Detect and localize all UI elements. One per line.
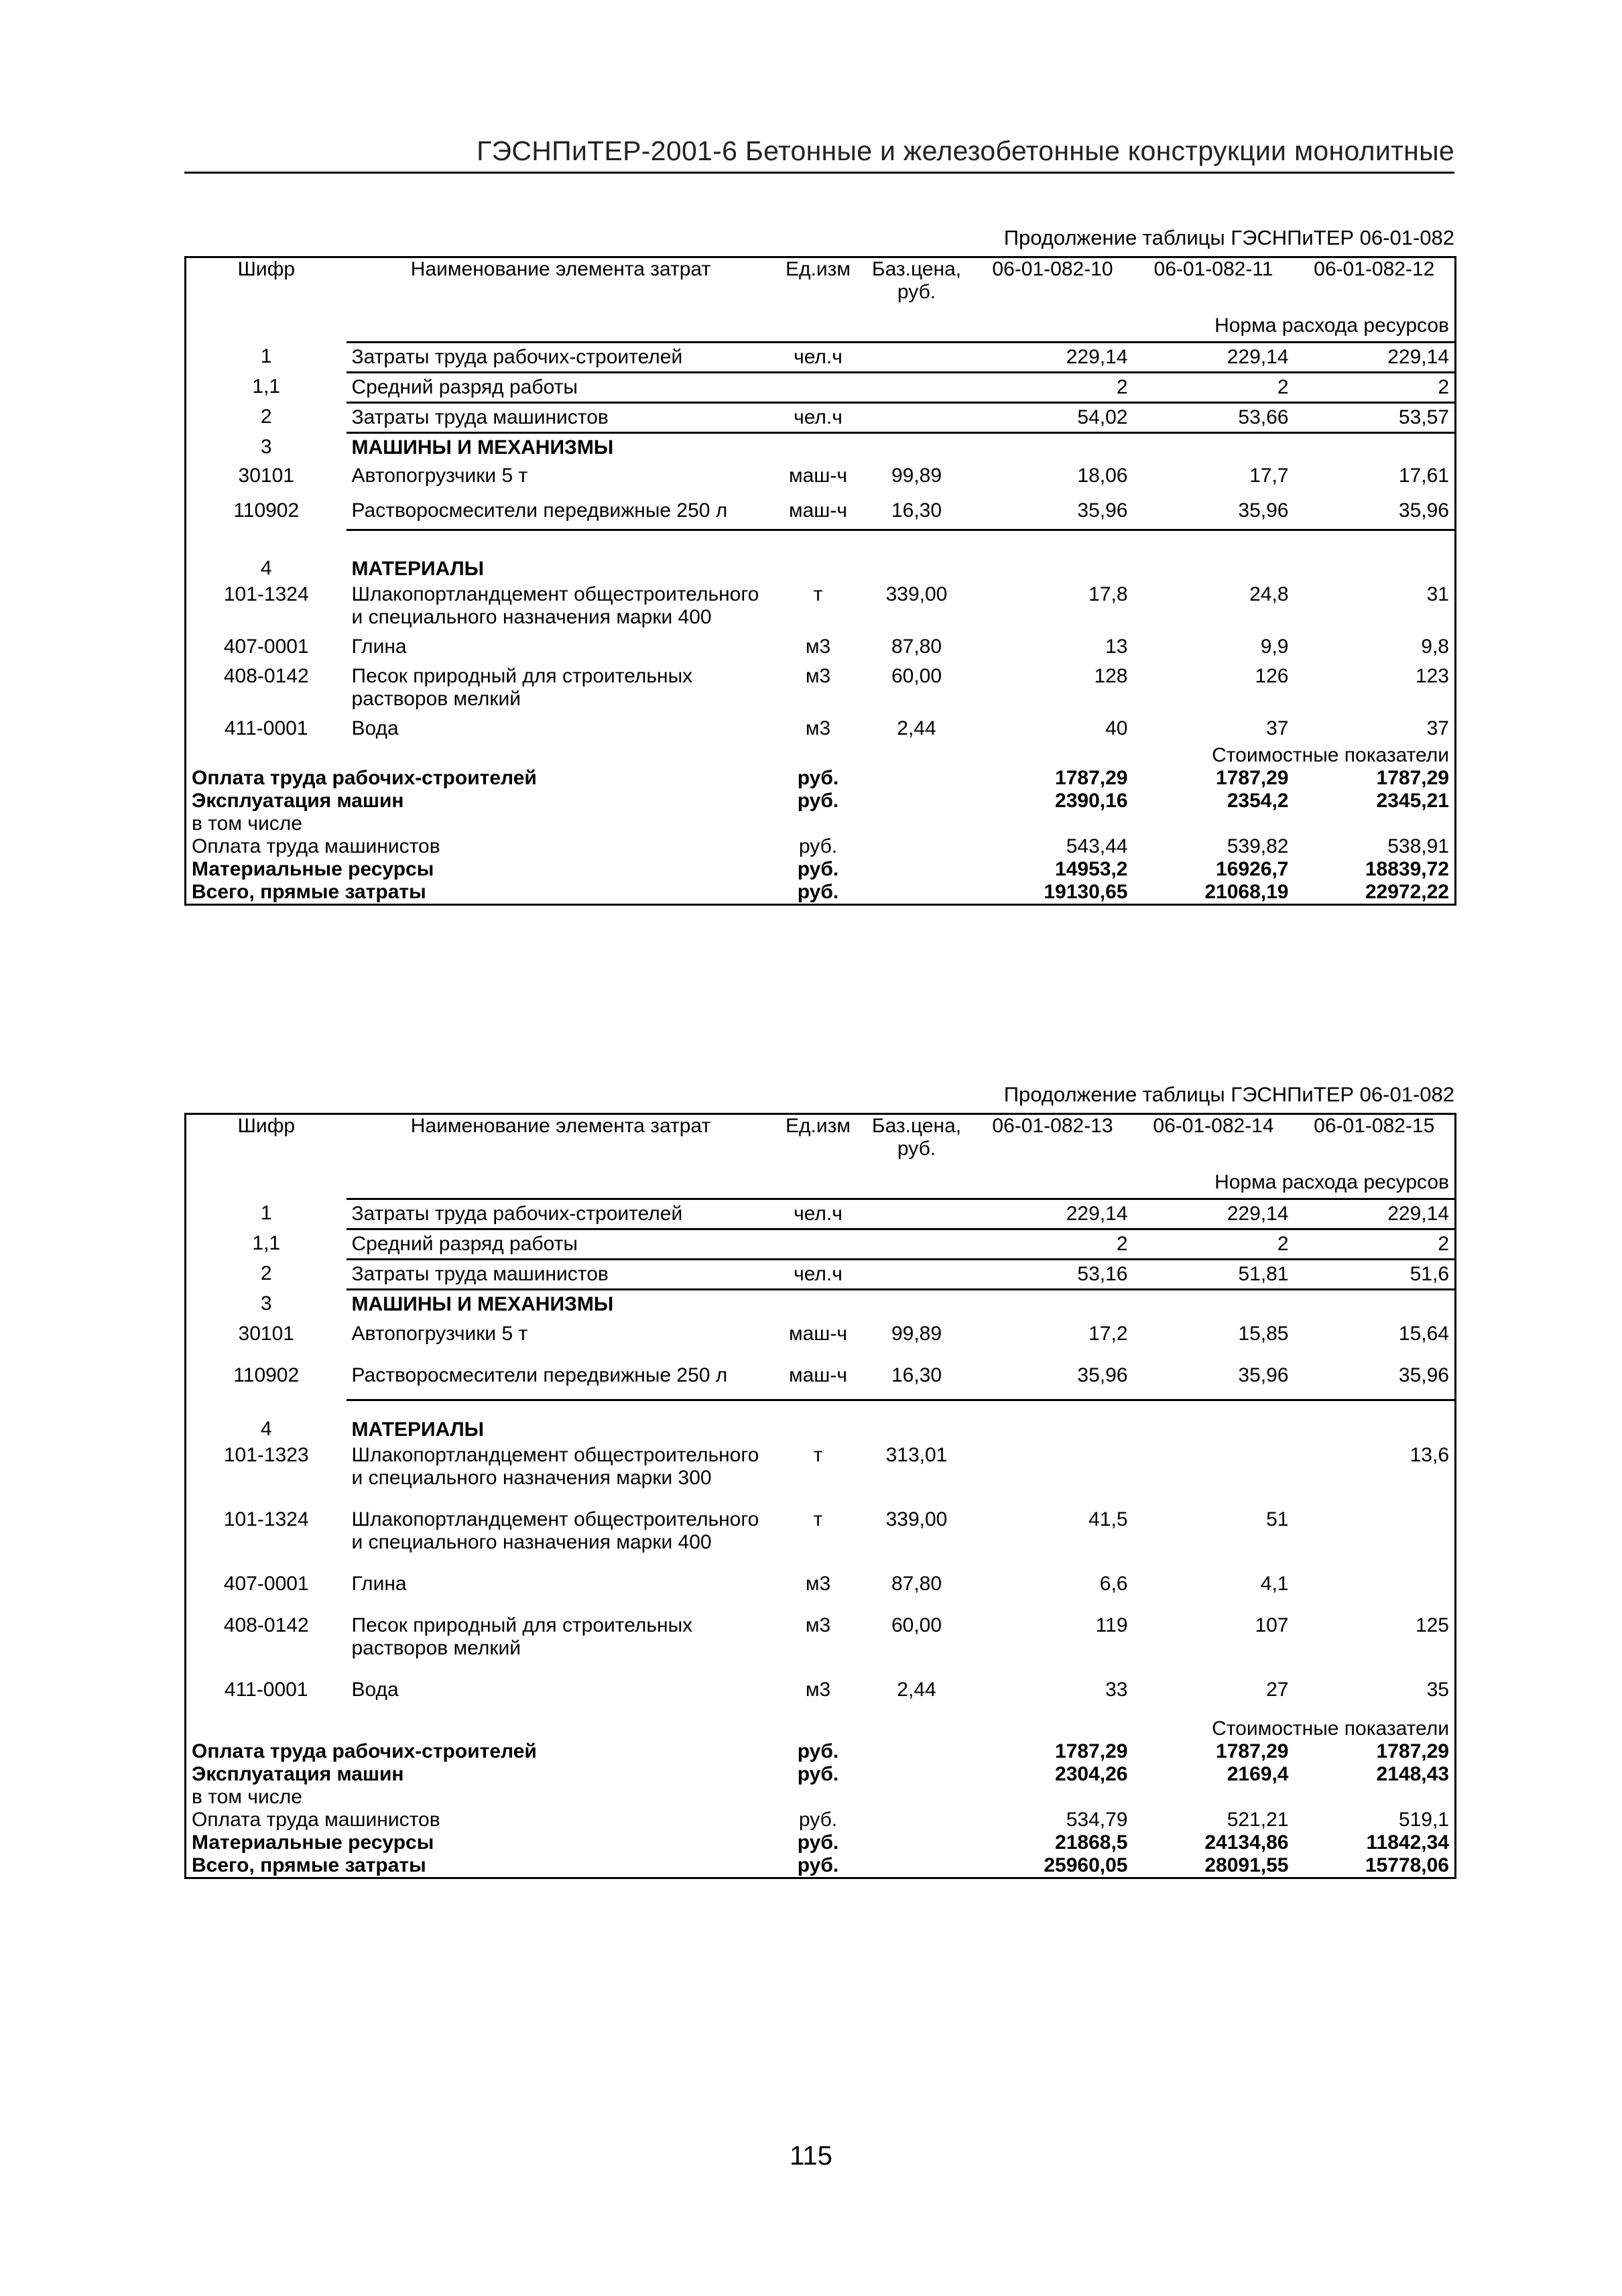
page-number: 115 bbox=[790, 2141, 832, 2171]
table-caption: Продолжение таблицы ГЭСНПиТЕР 06-01-082 bbox=[1003, 226, 1454, 249]
resource-price bbox=[861, 343, 973, 373]
cost-value: 24134,86 bbox=[1204, 1831, 1289, 1854]
resource-value bbox=[973, 433, 1133, 460]
resource-name: Затраты труда машинистов bbox=[347, 403, 775, 433]
resource-value: 17,8 bbox=[1088, 583, 1128, 605]
resource-price: 16,30 bbox=[891, 1364, 942, 1386]
resource-value bbox=[1133, 433, 1294, 460]
resource-value: 125 bbox=[1415, 1614, 1449, 1636]
resource-value: 18,06 bbox=[1077, 465, 1128, 487]
cost-name: в том числе bbox=[192, 812, 302, 835]
resource-price: 60,00 bbox=[891, 1614, 942, 1636]
resource-name: МАТЕРИАЛЫ bbox=[347, 1400, 775, 1442]
resource-code: 30101 bbox=[238, 465, 294, 487]
cost-unit: руб. bbox=[797, 790, 839, 812]
header-column-code: 06-01-082-15 bbox=[1314, 1115, 1435, 1137]
resource-name: МАШИНЫ И МЕХАНИЗМЫ bbox=[347, 1290, 775, 1317]
resource-value: 35,96 bbox=[1398, 1364, 1449, 1386]
cost-row bbox=[186, 1809, 1456, 1831]
cost-value: 521,21 bbox=[1227, 1809, 1289, 1831]
resource-name: Средний разряд работы bbox=[347, 373, 775, 403]
header-price: Баз.цена, руб. bbox=[871, 258, 962, 303]
cost-value: 1787,29 bbox=[1376, 767, 1449, 789]
cost-unit: руб. bbox=[797, 767, 839, 789]
resource-price: 339,00 bbox=[885, 1508, 948, 1530]
cost-value: 1787,29 bbox=[1216, 767, 1289, 789]
resource-value: 53,57 bbox=[1294, 403, 1456, 433]
resource-price: 339,00 bbox=[885, 583, 948, 605]
cost-value: 25960,05 bbox=[1044, 1854, 1128, 1876]
cost-value: 539,82 bbox=[1227, 835, 1289, 857]
cost-value bbox=[1133, 812, 1294, 835]
material-row bbox=[186, 1570, 1456, 1612]
cost-value: 19130,65 bbox=[1044, 881, 1128, 903]
resource-unit: маш-ч bbox=[789, 1364, 847, 1386]
resource-value: 37 bbox=[1266, 717, 1289, 739]
section-row bbox=[186, 530, 1456, 581]
resource-value: 128 bbox=[1094, 665, 1128, 687]
cost-value bbox=[973, 1786, 1133, 1809]
resource-unit: т bbox=[813, 583, 823, 605]
machine-row bbox=[186, 494, 1456, 530]
cost-label-row bbox=[186, 744, 1456, 767]
section-row bbox=[186, 1290, 1456, 1317]
cost-value bbox=[1294, 1786, 1456, 1809]
resource-price bbox=[861, 1260, 973, 1290]
resource-value: 35,96 bbox=[1238, 499, 1289, 522]
header-column-code: 06-01-082-11 bbox=[1153, 258, 1273, 280]
cost-value: 519,1 bbox=[1398, 1809, 1449, 1831]
cost-value bbox=[973, 812, 1133, 835]
resource-unit: чел.ч bbox=[775, 343, 861, 373]
resource-code: 101-1324 bbox=[223, 583, 309, 605]
norm-label-row bbox=[186, 314, 1456, 343]
norm-label: Норма расхода ресурсов bbox=[1214, 314, 1449, 337]
cost-value: 16926,7 bbox=[1216, 858, 1289, 880]
resource-value: 51,6 bbox=[1294, 1260, 1456, 1290]
resource-code: 1 bbox=[260, 345, 272, 367]
header-code: Шифр bbox=[237, 258, 296, 280]
resource-value: 35,96 bbox=[1077, 1364, 1128, 1386]
cost-label: Стоимостные показатели bbox=[1212, 1717, 1449, 1740]
resource-value bbox=[1294, 1290, 1456, 1317]
resource-code: 3 bbox=[260, 435, 272, 458]
resource-code: 407-0001 bbox=[223, 636, 309, 658]
header-row bbox=[186, 1114, 1456, 1172]
cost-value: 22972,22 bbox=[1365, 881, 1449, 903]
header-column-code: 06-01-082-13 bbox=[992, 1115, 1113, 1137]
cost-value bbox=[1294, 812, 1456, 835]
resource-unit: чел.ч bbox=[775, 1260, 861, 1290]
header-row bbox=[186, 257, 1456, 315]
cost-value: 21868,5 bbox=[1055, 1831, 1128, 1854]
cost-value: 21068,19 bbox=[1204, 881, 1289, 903]
resource-price: 2,44 bbox=[897, 1679, 936, 1701]
resource-code: 30101 bbox=[238, 1323, 294, 1345]
cost-value: 28091,55 bbox=[1204, 1854, 1289, 1876]
resource-value bbox=[1133, 530, 1294, 581]
resource-name: Автопогрузчики 5 т bbox=[351, 1323, 528, 1345]
resource-value: 229,14 bbox=[1294, 343, 1456, 373]
cost-value: 2354,2 bbox=[1227, 790, 1289, 812]
resource-value bbox=[973, 1441, 1133, 1506]
resource-value: 229,14 bbox=[1294, 1199, 1456, 1229]
cost-name: Оплата труда рабочих-строителей bbox=[192, 1740, 537, 1762]
cost-unit: руб. bbox=[797, 881, 839, 903]
cost-value: 543,44 bbox=[1066, 835, 1128, 857]
cost-row bbox=[186, 1786, 1456, 1809]
machine-row bbox=[186, 1357, 1456, 1400]
resource-unit bbox=[775, 1400, 861, 1442]
resource-code: 1,1 bbox=[252, 1231, 281, 1254]
resource-price: 16,30 bbox=[891, 499, 942, 522]
header-unit: Ед.изм bbox=[786, 1115, 851, 1137]
resource-unit: м3 bbox=[805, 665, 831, 687]
resource-value: 229,14 bbox=[973, 1199, 1133, 1229]
resource-value: 6,6 bbox=[1099, 1573, 1128, 1595]
resource-price bbox=[861, 1199, 973, 1229]
header-column-code: 06-01-082-10 bbox=[992, 258, 1113, 280]
cost-name: Оплата труда машинистов bbox=[192, 835, 440, 857]
cost-name: Оплата труда машинистов bbox=[192, 1809, 440, 1831]
labor-row bbox=[186, 343, 1456, 373]
resource-value: 2 bbox=[1133, 1229, 1294, 1260]
material-row bbox=[186, 633, 1456, 662]
cost-price bbox=[861, 1854, 973, 1878]
cost-value bbox=[1133, 1786, 1294, 1809]
resource-value bbox=[973, 530, 1133, 581]
material-row bbox=[186, 1612, 1456, 1676]
resource-name: МАТЕРИАЛЫ bbox=[347, 530, 775, 581]
resource-value: 33 bbox=[1105, 1679, 1128, 1701]
resource-value: 126 bbox=[1255, 665, 1289, 687]
resource-value: 2 bbox=[973, 373, 1133, 403]
header-name: Наименование элемента затрат bbox=[410, 1115, 711, 1137]
resource-price bbox=[861, 1290, 973, 1317]
resource-name: МАШИНЫ И МЕХАНИЗМЫ bbox=[347, 433, 775, 460]
resource-unit bbox=[775, 1290, 861, 1317]
resource-name: Глина bbox=[351, 1573, 407, 1595]
cost-unit: руб. bbox=[798, 835, 838, 857]
resource-code: 2 bbox=[260, 1262, 272, 1284]
resource-value: 9,9 bbox=[1260, 636, 1289, 658]
resource-value bbox=[1294, 433, 1456, 460]
cost-name: Материальные ресурсы bbox=[192, 1831, 434, 1854]
resource-value: 27 bbox=[1266, 1679, 1289, 1701]
resource-value: 53,66 bbox=[1133, 403, 1294, 433]
cost-price bbox=[861, 1831, 973, 1854]
resource-name: Растворосмесители передвижные 250 л bbox=[351, 499, 728, 522]
resource-value: 17,61 bbox=[1398, 465, 1449, 487]
resource-name: Вода bbox=[351, 1679, 399, 1701]
resource-name: Затраты труда рабочих-строителей bbox=[347, 1199, 775, 1229]
cost-price bbox=[861, 1786, 973, 1809]
resource-value bbox=[973, 1400, 1133, 1442]
resource-value: 2 bbox=[973, 1229, 1133, 1260]
resource-code: 101-1323 bbox=[223, 1444, 309, 1466]
resource-value: 31 bbox=[1426, 583, 1449, 605]
resource-unit bbox=[775, 373, 861, 403]
resource-name: Затраты труда машинистов bbox=[347, 1260, 775, 1290]
header-rule bbox=[184, 172, 1454, 174]
running-header: ГЭСНПиТЕР-2001-6 Бетонные и железобетонные конструкции монолитные bbox=[477, 135, 1454, 166]
resource-value: 24,8 bbox=[1249, 583, 1289, 605]
resource-value bbox=[1133, 1441, 1294, 1506]
resource-value: 35,96 bbox=[1398, 499, 1449, 522]
resource-code: 407-0001 bbox=[223, 1573, 309, 1595]
cost-label-row bbox=[186, 1717, 1456, 1740]
resource-unit: м3 bbox=[805, 1573, 831, 1595]
material-row bbox=[186, 1441, 1456, 1506]
resource-code: 110902 bbox=[233, 499, 300, 522]
material-row bbox=[186, 581, 1456, 633]
cost-value: 2169,4 bbox=[1227, 1763, 1289, 1785]
labor-row bbox=[186, 1229, 1456, 1260]
resource-code: 1 bbox=[260, 1201, 272, 1224]
resource-value: 229,14 bbox=[973, 343, 1133, 373]
cost-name: Всего, прямые затраты bbox=[192, 1854, 426, 1876]
resource-name: Глина bbox=[351, 636, 407, 658]
cost-row bbox=[186, 790, 1456, 812]
resource-name: Затраты труда рабочих-строителей bbox=[347, 343, 775, 373]
cost-unit: руб. bbox=[798, 1809, 838, 1831]
resource-name: Автопогрузчики 5 т bbox=[351, 465, 528, 487]
cost-value: 534,79 bbox=[1066, 1809, 1128, 1831]
cost-value: 1787,29 bbox=[1216, 1740, 1289, 1762]
cost-value: 14953,2 bbox=[1055, 858, 1128, 880]
cost-unit bbox=[775, 812, 861, 835]
cost-value: 2148,43 bbox=[1376, 1763, 1449, 1785]
resource-unit: маш-ч bbox=[789, 499, 847, 522]
cost-row bbox=[186, 835, 1456, 858]
resource-value bbox=[973, 1290, 1133, 1317]
cost-price bbox=[861, 881, 973, 905]
cost-unit: руб. bbox=[797, 1831, 839, 1854]
cost-name: Материальные ресурсы bbox=[192, 858, 434, 880]
cost-price bbox=[861, 767, 973, 790]
cost-value: 2345,21 bbox=[1376, 790, 1449, 812]
cost-price bbox=[861, 790, 973, 812]
resource-value: 13 bbox=[1105, 636, 1128, 658]
resource-value bbox=[1294, 1506, 1456, 1570]
resource-unit: маш-ч bbox=[789, 465, 847, 487]
cost-row bbox=[186, 1854, 1456, 1878]
cost-value: 15778,06 bbox=[1365, 1854, 1449, 1876]
resource-unit: чел.ч bbox=[775, 403, 861, 433]
resource-value: 37 bbox=[1426, 717, 1449, 739]
norm-table bbox=[184, 256, 1456, 906]
resource-unit: м3 bbox=[805, 1614, 831, 1636]
cost-value: 18839,72 bbox=[1365, 858, 1449, 880]
resource-unit bbox=[775, 530, 861, 581]
norm-label: Норма расхода ресурсов bbox=[1214, 1171, 1449, 1193]
resource-code: 1,1 bbox=[252, 375, 281, 398]
cost-value: 1787,29 bbox=[1055, 767, 1128, 789]
resource-name: Вода bbox=[351, 717, 399, 739]
material-row bbox=[186, 662, 1456, 715]
header-column-code: 06-01-082-12 bbox=[1314, 258, 1435, 280]
resource-code: 2 bbox=[260, 405, 272, 428]
cost-price bbox=[861, 835, 973, 858]
cost-name: в том числе bbox=[192, 1786, 302, 1808]
resource-value: 2 bbox=[1294, 373, 1456, 403]
resource-value: 4,1 bbox=[1260, 1573, 1289, 1595]
cost-value: 1787,29 bbox=[1055, 1740, 1128, 1762]
resource-value: 35,96 bbox=[1077, 499, 1128, 522]
cost-price bbox=[861, 1740, 973, 1763]
resource-unit: м3 bbox=[805, 1679, 831, 1701]
resource-unit: м3 bbox=[805, 717, 831, 739]
resource-price: 99,89 bbox=[891, 465, 942, 487]
resource-price: 2,44 bbox=[897, 717, 936, 739]
resource-code: 101-1324 bbox=[223, 1508, 309, 1530]
cost-label: Стоимостные показатели bbox=[1212, 744, 1449, 766]
resource-value bbox=[1294, 1400, 1456, 1442]
cost-price bbox=[861, 1763, 973, 1786]
section-row bbox=[186, 433, 1456, 460]
norm-label-row bbox=[186, 1171, 1456, 1199]
resource-unit: чел.ч bbox=[775, 1199, 861, 1229]
resource-value: 119 bbox=[1095, 1614, 1128, 1636]
resource-unit: т bbox=[813, 1508, 823, 1530]
machine-row bbox=[186, 1316, 1456, 1357]
resource-code: 3 bbox=[260, 1292, 272, 1315]
resource-value: 40 bbox=[1105, 717, 1128, 739]
resource-unit bbox=[775, 1229, 861, 1260]
resource-value: 229,14 bbox=[1133, 1199, 1294, 1229]
resource-name: Шлакопортландцемент общестроительного и специального назначения марки 400 bbox=[351, 583, 759, 628]
header-price: Баз.цена, руб. bbox=[871, 1115, 962, 1160]
resource-name: Шлакопортландцемент общестроительного и специального назначения марки 300 bbox=[351, 1444, 759, 1489]
resource-value: 54,02 bbox=[973, 403, 1133, 433]
labor-row bbox=[186, 1199, 1456, 1229]
resource-price bbox=[861, 433, 973, 460]
resource-value: 17,7 bbox=[1249, 465, 1289, 487]
resource-value: 229,14 bbox=[1133, 343, 1294, 373]
material-row bbox=[186, 715, 1456, 744]
cost-value: 1787,29 bbox=[1376, 1740, 1449, 1762]
resource-value bbox=[1294, 1570, 1456, 1612]
header-code: Шифр bbox=[237, 1115, 296, 1137]
labor-row bbox=[186, 1260, 1456, 1290]
cost-row bbox=[186, 1763, 1456, 1786]
resource-code: 408-0142 bbox=[223, 665, 309, 687]
resource-unit: т bbox=[813, 1444, 823, 1466]
cost-row bbox=[186, 812, 1456, 835]
resource-price bbox=[861, 373, 973, 403]
resource-code: 4 bbox=[260, 556, 272, 579]
cost-name: Эксплуатация машин bbox=[192, 1763, 404, 1785]
resource-value: 107 bbox=[1255, 1614, 1289, 1636]
table-caption: Продолжение таблицы ГЭСНПиТЕР 06-01-082 bbox=[1003, 1083, 1454, 1106]
labor-row bbox=[186, 373, 1456, 403]
cost-value: 2304,26 bbox=[1055, 1763, 1128, 1785]
resource-value bbox=[1133, 1400, 1294, 1442]
section-row bbox=[186, 1400, 1456, 1442]
cost-price bbox=[861, 1809, 973, 1831]
cost-row bbox=[186, 1831, 1456, 1854]
resource-name: Растворосмесители передвижные 250 л bbox=[351, 1364, 728, 1386]
resource-value: 123 bbox=[1415, 665, 1449, 687]
resource-value: 17,2 bbox=[1088, 1323, 1128, 1345]
resource-price: 313,01 bbox=[885, 1444, 948, 1466]
resource-price: 99,89 bbox=[891, 1323, 942, 1345]
norm-table bbox=[184, 1113, 1456, 1879]
resource-value: 51 bbox=[1266, 1508, 1289, 1530]
cost-unit bbox=[775, 1786, 861, 1809]
resource-name: Шлакопортландцемент общестроительного и специального назначения марки 400 bbox=[351, 1508, 759, 1553]
resource-price: 87,80 bbox=[891, 1573, 942, 1595]
resource-name: Песок природный для строительных растворов мелкий bbox=[351, 665, 693, 710]
resource-value: 15,64 bbox=[1398, 1323, 1449, 1345]
resource-value bbox=[1294, 530, 1456, 581]
resource-name: Средний разряд работы bbox=[347, 1229, 775, 1260]
resource-price: 87,80 bbox=[891, 636, 942, 658]
cost-unit: руб. bbox=[797, 858, 839, 880]
resource-value: 41,5 bbox=[1088, 1508, 1128, 1530]
resource-price bbox=[861, 530, 973, 581]
resource-value: 53,16 bbox=[973, 1260, 1133, 1290]
resource-unit: маш-ч bbox=[789, 1323, 847, 1345]
resource-code: 411-0001 bbox=[224, 1679, 308, 1701]
cost-price bbox=[861, 812, 973, 835]
resource-value: 13,6 bbox=[1410, 1444, 1449, 1466]
header-unit: Ед.изм bbox=[786, 258, 851, 280]
cost-unit: руб. bbox=[797, 1740, 839, 1762]
resource-value: 35 bbox=[1426, 1679, 1449, 1701]
cost-row bbox=[186, 881, 1456, 905]
cost-value: 538,91 bbox=[1387, 835, 1449, 857]
resource-code: 110902 bbox=[233, 1364, 300, 1386]
cost-value: 11842,34 bbox=[1366, 1831, 1449, 1854]
material-row bbox=[186, 1676, 1456, 1717]
cost-price bbox=[861, 858, 973, 881]
resource-price: 60,00 bbox=[891, 665, 942, 687]
cost-row bbox=[186, 1740, 1456, 1763]
resource-value: 51,81 bbox=[1133, 1260, 1294, 1290]
resource-unit bbox=[775, 433, 861, 460]
cost-row bbox=[186, 858, 1456, 881]
resource-price bbox=[861, 1400, 973, 1442]
resource-unit: м3 bbox=[805, 636, 831, 658]
resource-value: 2 bbox=[1133, 373, 1294, 403]
resource-price bbox=[861, 403, 973, 433]
cost-value: 2390,16 bbox=[1055, 790, 1128, 812]
cost-name: Эксплуатация машин bbox=[192, 790, 404, 812]
cost-unit: руб. bbox=[797, 1763, 839, 1785]
machine-row bbox=[186, 459, 1456, 494]
resource-code: 408-0142 bbox=[223, 1614, 309, 1636]
header-name: Наименование элемента затрат bbox=[410, 258, 711, 280]
resource-price bbox=[861, 1229, 973, 1260]
resource-value: 35,96 bbox=[1238, 1364, 1289, 1386]
resource-code: 4 bbox=[260, 1417, 272, 1440]
cost-name: Всего, прямые затраты bbox=[192, 881, 426, 903]
material-row bbox=[186, 1506, 1456, 1570]
resource-value bbox=[1133, 1290, 1294, 1317]
resource-value: 15,85 bbox=[1238, 1323, 1289, 1345]
cost-row bbox=[186, 767, 1456, 790]
resource-value: 9,8 bbox=[1421, 636, 1449, 658]
resource-code: 411-0001 bbox=[224, 717, 308, 739]
resource-name: Песок природный для строительных растворов мелкий bbox=[351, 1614, 693, 1659]
resource-value: 2 bbox=[1294, 1229, 1456, 1260]
cost-name: Оплата труда рабочих-строителей bbox=[192, 767, 537, 789]
header-column-code: 06-01-082-14 bbox=[1153, 1115, 1274, 1137]
cost-unit: руб. bbox=[797, 1854, 839, 1876]
labor-row bbox=[186, 403, 1456, 433]
